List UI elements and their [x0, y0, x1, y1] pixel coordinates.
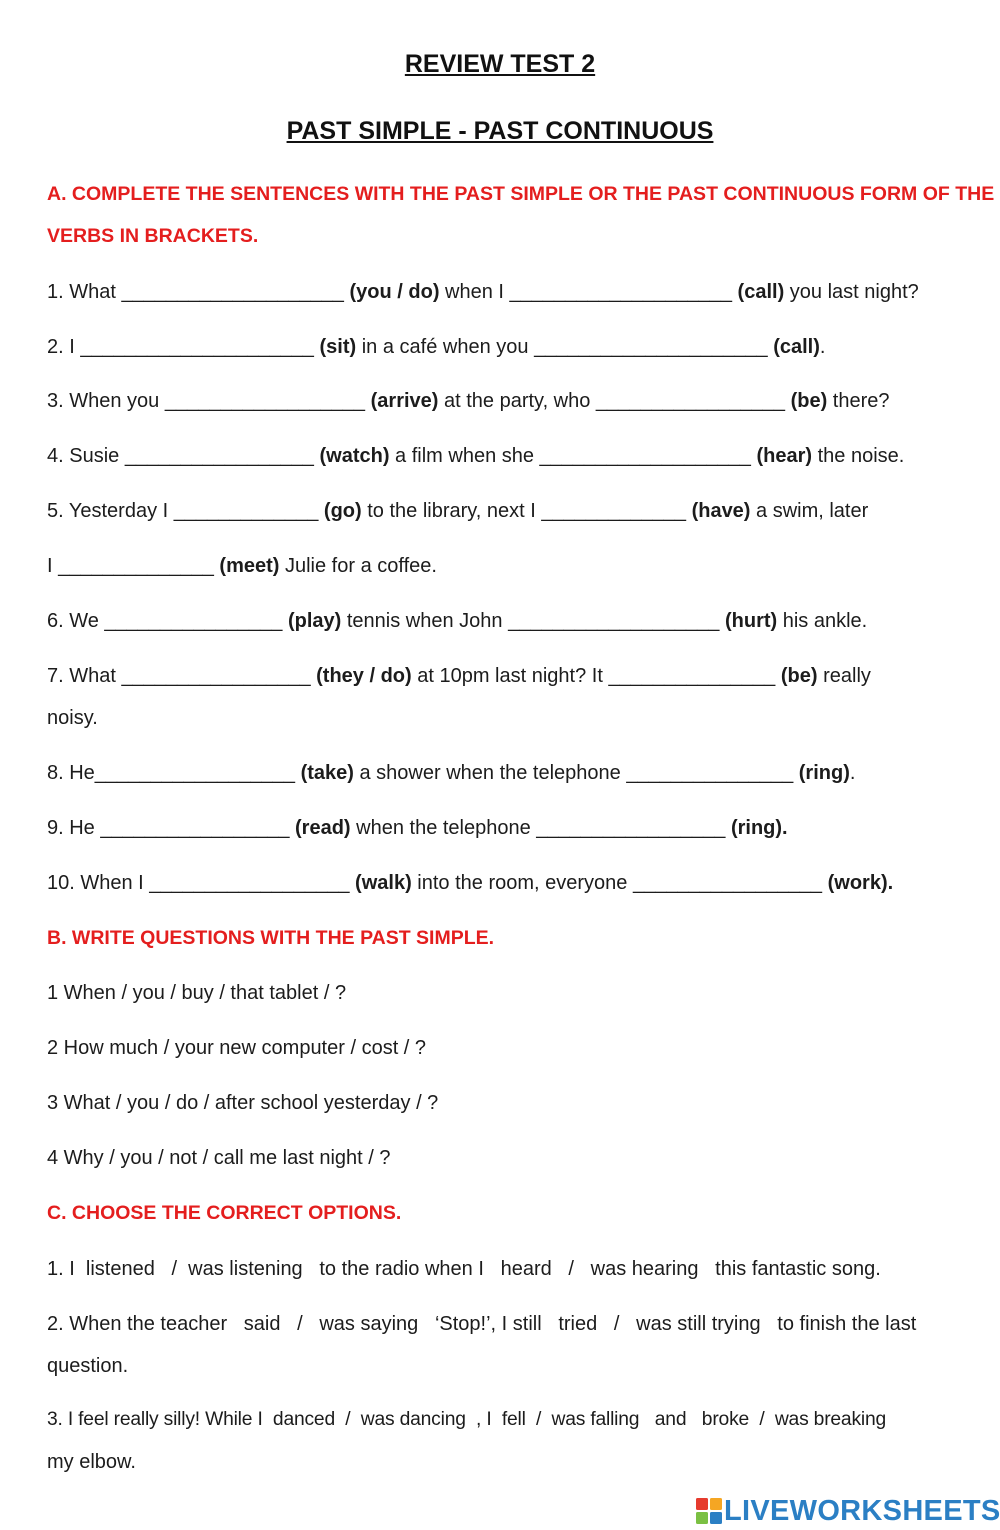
liveworksheets-logo: [696, 1494, 1000, 1528]
section-b-item: 1 When / you / buy / that tablet / ?: [47, 982, 347, 1004]
section-a-item: 2. I _____________________ (sit) in a café when you _____________________ (call).: [47, 336, 826, 358]
section-b-item: 4 Why / you / not / call me last night / ?: [47, 1147, 391, 1169]
logo-text: LIVEWORKSHEETS: [724, 1494, 1000, 1527]
section-a-item: 9. He _________________ (read) when the telephone _________________ (ring).: [47, 817, 788, 839]
section-a-item: 8. He__________________ (take) a shower when the telephone _______________ (ring).: [47, 762, 856, 784]
section-a-item: 3. When you __________________ (arrive) at the party, who _________________ (be) there?: [47, 390, 890, 412]
section-b-item: 3 What / you / do / after school yesterday / ?: [47, 1092, 439, 1114]
section-b-item: 2 How much / your new computer / cost / ?: [47, 1037, 427, 1059]
section-c-heading: C. CHOOSE THE CORRECT OPTIONS.: [47, 1202, 402, 1224]
section-c-item: 1. I listened / was listening to the radio when I heard / was hearing this fantastic song.: [47, 1258, 881, 1280]
section-a-item: 7. What _________________ (they / do) at 10pm last night? It _______________ (be) really: [47, 665, 871, 687]
section-c-item: 3. I feel really silly! While I danced / was dancing , I fell / was falling and broke / was breaking: [47, 1409, 887, 1430]
section-c-item-continuation: my elbow.: [47, 1451, 136, 1473]
section-a-heading-line1: A. COMPLETE THE SENTENCES WITH THE PAST SIMPLE OR THE PAST CONTINUOUS FORM OF THE: [47, 183, 995, 205]
section-a-item: 5. Yesterday I _____________ (go) to the library, next I _____________ (have) a swim, later: [47, 500, 869, 522]
section-a-item: 10. When I __________________ (walk) into the room, everyone _________________ (work).: [47, 872, 894, 894]
section-c-item: 2. When the teacher said / was saying ‘Stop!’, I still tried / was still trying to finish the last: [47, 1313, 917, 1335]
section-a-item: 6. We ________________ (play) tennis when John ___________________ (hurt) his ankle.: [47, 610, 868, 632]
page-title: REVIEW TEST 2: [404, 50, 596, 78]
section-a-item-continuation: I ______________ (meet) Julie for a coffee.: [47, 555, 437, 577]
section-a-item: 1. What ____________________ (you / do) when I ____________________ (call) you last night?: [47, 281, 919, 303]
section-b-heading: B. WRITE QUESTIONS WITH THE PAST SIMPLE.: [47, 927, 495, 949]
section-a-heading-line2: VERBS IN BRACKETS.: [47, 225, 259, 247]
logo-blocks-icon: [696, 1498, 722, 1524]
section-a-item: 4. Susie _________________ (watch) a film when she ___________________ (hear) the noise.: [47, 445, 905, 467]
page-subtitle: PAST SIMPLE - PAST CONTINUOUS: [286, 117, 714, 145]
section-a-item-continuation: noisy.: [47, 707, 98, 729]
section-c-item-continuation: question.: [47, 1355, 129, 1377]
